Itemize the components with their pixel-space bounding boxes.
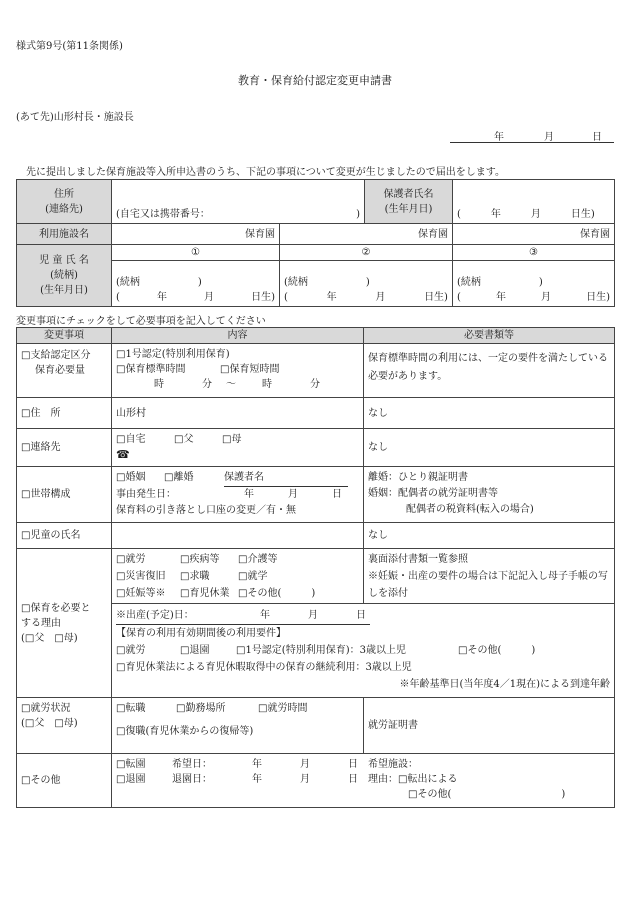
- option-divorce: □離婚: [164, 472, 194, 483]
- contact-docs: なし: [364, 429, 615, 467]
- docs-divorce: 離婚：ひとり親証明書: [368, 472, 468, 483]
- option-disaster: □災害復旧: [116, 571, 166, 582]
- relation-open: (続柄: [116, 277, 140, 288]
- hope-date-label: 希望日：: [172, 759, 212, 770]
- time-min-1: 分: [202, 379, 212, 390]
- birth-open: (: [284, 292, 288, 303]
- address-docs: なし: [364, 398, 615, 429]
- instruction-text: 変更事項にチェックをして必要事項を記入してください: [16, 316, 266, 327]
- other-change-item[interactable]: □その他: [17, 754, 112, 808]
- contact-content-cell[interactable]: [112, 429, 364, 467]
- option-job-change: □転職: [116, 703, 146, 714]
- addressee: (あて先)山形村長・施設長: [16, 112, 134, 123]
- reason-parent: (□父 □母): [21, 632, 78, 644]
- event-year: 年: [244, 489, 254, 500]
- intro-text: 先に提出しました保育施設等入所申込書のうち、下記の事項について変更が生じましたので届出をします。: [26, 167, 505, 178]
- address-change-item[interactable]: □住 所: [17, 398, 112, 429]
- docs-pregnancy-note: ※妊娠・出産の要件の場合は下記記入し母子手帳の写しを添付: [368, 571, 608, 599]
- withdraw-day: 日: [348, 774, 358, 785]
- option-marriage: □婚姻: [116, 472, 146, 483]
- ext-age-note: ※年齢基準日(当年度4／1現在)による到達年齢: [399, 679, 610, 690]
- hope-month: 月: [300, 759, 310, 770]
- relation-open: (続柄: [284, 277, 308, 288]
- child-input-1[interactable]: [112, 261, 280, 307]
- option-pregnancy: □妊娠等※: [116, 588, 166, 599]
- child-input-3[interactable]: [453, 261, 615, 307]
- child-label-cell: [17, 245, 112, 307]
- child-name-label: 児 童 氏 名: [39, 255, 89, 266]
- address-label: 住所: [54, 188, 74, 200]
- date-year-label: 年: [494, 132, 504, 143]
- household-change-item[interactable]: □世帯構成: [17, 467, 112, 523]
- household-content-cell[interactable]: [112, 467, 364, 523]
- birth-open: (: [457, 292, 461, 303]
- phone-icon: ☎: [116, 448, 130, 461]
- ext-option-withdraw: □退園: [180, 645, 210, 656]
- guardian-label-cell: [365, 180, 453, 224]
- phone-note-close: ): [356, 209, 360, 220]
- reason-docs-cell: [364, 549, 615, 604]
- address-change-content[interactable]: 山形村: [112, 398, 364, 429]
- due-year: 年: [260, 607, 308, 625]
- employment-parent: (□父 □母): [21, 718, 78, 729]
- support-item-cell[interactable]: [17, 344, 112, 398]
- option-work: □就労: [116, 554, 146, 565]
- bank-change: 保育料の引き落とし口座の変更／有・無: [116, 505, 296, 516]
- time-separator: ～: [226, 379, 236, 390]
- option-workplace: □勤務場所: [176, 703, 226, 714]
- reason-transfer: 理由：□転出による: [368, 774, 458, 785]
- guardian-input[interactable]: [453, 180, 615, 224]
- phone-note: (自宅又は携帯番号：: [116, 209, 210, 220]
- reason-options-cell[interactable]: [112, 549, 364, 604]
- facility-input-1[interactable]: [112, 224, 280, 245]
- birth-open: (: [116, 292, 120, 303]
- event-day: 日: [332, 489, 342, 500]
- option-transfer: □転園: [116, 759, 146, 770]
- birth-day: 日生): [251, 292, 275, 303]
- address-input[interactable]: [112, 180, 365, 224]
- child-relation-label: (続柄): [50, 270, 78, 281]
- child-number-2: ②: [280, 245, 453, 261]
- hope-year: 年: [252, 759, 262, 770]
- withdraw-year: 年: [252, 774, 262, 785]
- option-care: □介護等: [238, 554, 278, 565]
- option-type1-cert: □1号認定(特別利用保育): [116, 349, 230, 360]
- support-content-cell[interactable]: [112, 344, 364, 398]
- date-month-label: 月: [544, 132, 554, 143]
- reason-label: する理由: [21, 617, 61, 629]
- date-underline: [450, 142, 614, 143]
- reason-extension-cell[interactable]: [112, 604, 615, 698]
- other-content-cell[interactable]: [112, 754, 615, 808]
- facility-label: 利用施設名: [17, 224, 112, 245]
- birth-year: 年: [495, 292, 506, 303]
- option-withdraw: □退園: [116, 774, 146, 785]
- address-label-cell: [17, 180, 112, 224]
- docs-tax: 配偶者の税資料(転入の場合): [406, 504, 534, 515]
- docs-marriage: 婚姻：配偶者の就労証明書等: [368, 488, 498, 499]
- ext-option-leave: □育児休業法による育児休暇取得中の保育の継続利用：3歳以上児: [116, 662, 412, 673]
- birth-month: 月: [204, 292, 215, 303]
- facility-suffix: 保育園: [418, 228, 448, 240]
- event-date-label: 事由発生日：: [116, 489, 176, 500]
- extension-title: 【保育の利用有効期間後の利用要件】: [116, 628, 286, 639]
- option-short-hours: □保育短時間: [220, 364, 280, 375]
- reason-checkbox: □保育を必要と: [21, 602, 91, 614]
- option-standard-hours: □保育標準時間: [116, 364, 186, 375]
- page-title: 教育・保育給付認定変更申請書: [238, 74, 392, 87]
- employment-checkbox: □就労状況: [21, 703, 71, 714]
- option-illness: □疾病等: [180, 554, 220, 565]
- option-job-seeking: □求職: [180, 571, 210, 582]
- header-documents: 必要書類等: [364, 328, 615, 344]
- withdraw-month: 月: [300, 774, 310, 785]
- support-docs-cell: 保育標準時間の利用には、一定の要件を満たしている必要があります。: [364, 344, 615, 398]
- change-table: [16, 327, 615, 808]
- facility-input-3[interactable]: [453, 224, 615, 245]
- option-other: □その他( ): [238, 588, 316, 599]
- header-content: 内容: [112, 328, 364, 344]
- due-month: 月: [308, 607, 356, 625]
- relation-open: (続柄: [457, 277, 481, 288]
- reason-change-item[interactable]: [17, 549, 112, 698]
- reason-other: □その他( ): [408, 789, 566, 800]
- time-hour-2: 時: [262, 379, 272, 390]
- option-return-to-work: □復職(育児休業からの復帰等): [116, 726, 254, 737]
- birth-year: 年: [156, 292, 167, 303]
- facility-suffix: 保育園: [245, 228, 275, 240]
- guardian-birth-field: ( 年 月 日生): [457, 209, 595, 220]
- ext-option-other: □その他( ): [458, 645, 536, 656]
- relation-close: ): [538, 277, 543, 288]
- child-name-change-content[interactable]: [112, 523, 364, 549]
- ext-option-type1: □1号認定(特別利用保育)：3歳以上児: [236, 645, 406, 656]
- ext-option-work: □就労: [116, 645, 146, 656]
- facility-suffix: 保育園: [580, 228, 610, 240]
- hope-day: 日: [348, 759, 358, 770]
- form-number: 様式第9号(第11条関係): [16, 41, 123, 52]
- relation-close: ): [365, 277, 370, 288]
- due-day: 日: [356, 607, 370, 625]
- child-name-docs: なし: [364, 523, 615, 549]
- household-docs-cell: [364, 467, 615, 523]
- birth-month: 月: [375, 292, 386, 303]
- employment-content-cell[interactable]: [112, 698, 364, 754]
- relation-close: ): [197, 277, 202, 288]
- child-number-1: ①: [112, 245, 280, 261]
- support-amount-label: 保育必要量: [35, 365, 85, 376]
- option-childcare-leave: □育児休業: [180, 588, 230, 599]
- guardian-birth-label: (生年月日): [384, 203, 433, 215]
- birth-month: 月: [541, 292, 552, 303]
- option-home: □自宅: [116, 434, 146, 445]
- withdraw-date-label: 退園日：: [172, 774, 212, 785]
- option-school: □就学: [238, 571, 268, 582]
- child-number-3: ③: [453, 245, 615, 261]
- contact-change-item[interactable]: □連絡先: [17, 429, 112, 467]
- birth-year: 年: [326, 292, 337, 303]
- child-name-change-item[interactable]: □児童の氏名: [17, 523, 112, 549]
- option-work-hours: □就労時間: [258, 703, 308, 714]
- guardian-name-field: 保護者名: [224, 470, 348, 487]
- employment-docs: 就労証明書: [364, 698, 615, 754]
- time-hour-1: 時: [154, 379, 164, 390]
- applicant-table: [16, 179, 615, 307]
- option-mother: □母: [222, 434, 242, 445]
- docs-attachment-ref: 裏面添付書類一覧参照: [368, 554, 468, 565]
- hope-facility-label: 希望施設：: [368, 759, 418, 770]
- time-min-2: 分: [310, 379, 320, 390]
- event-month: 月: [288, 489, 298, 500]
- header-change-item: 変更事項: [17, 328, 112, 344]
- facility-input-2[interactable]: [280, 224, 453, 245]
- support-checkbox: □支給認定区分: [21, 350, 91, 361]
- birth-day: 日生): [586, 292, 610, 303]
- contact-label: (連絡先): [45, 203, 83, 215]
- date-day-label: 日: [592, 132, 602, 143]
- birth-due-label: ※出産(予定)日：: [116, 607, 260, 625]
- child-birth-label: (生年月日): [40, 285, 88, 296]
- birth-day: 日生): [424, 292, 448, 303]
- option-father: □父: [174, 434, 194, 445]
- child-input-2[interactable]: [280, 261, 453, 307]
- employment-change-item[interactable]: [17, 698, 112, 754]
- guardian-name-label: 保護者氏名: [383, 188, 434, 200]
